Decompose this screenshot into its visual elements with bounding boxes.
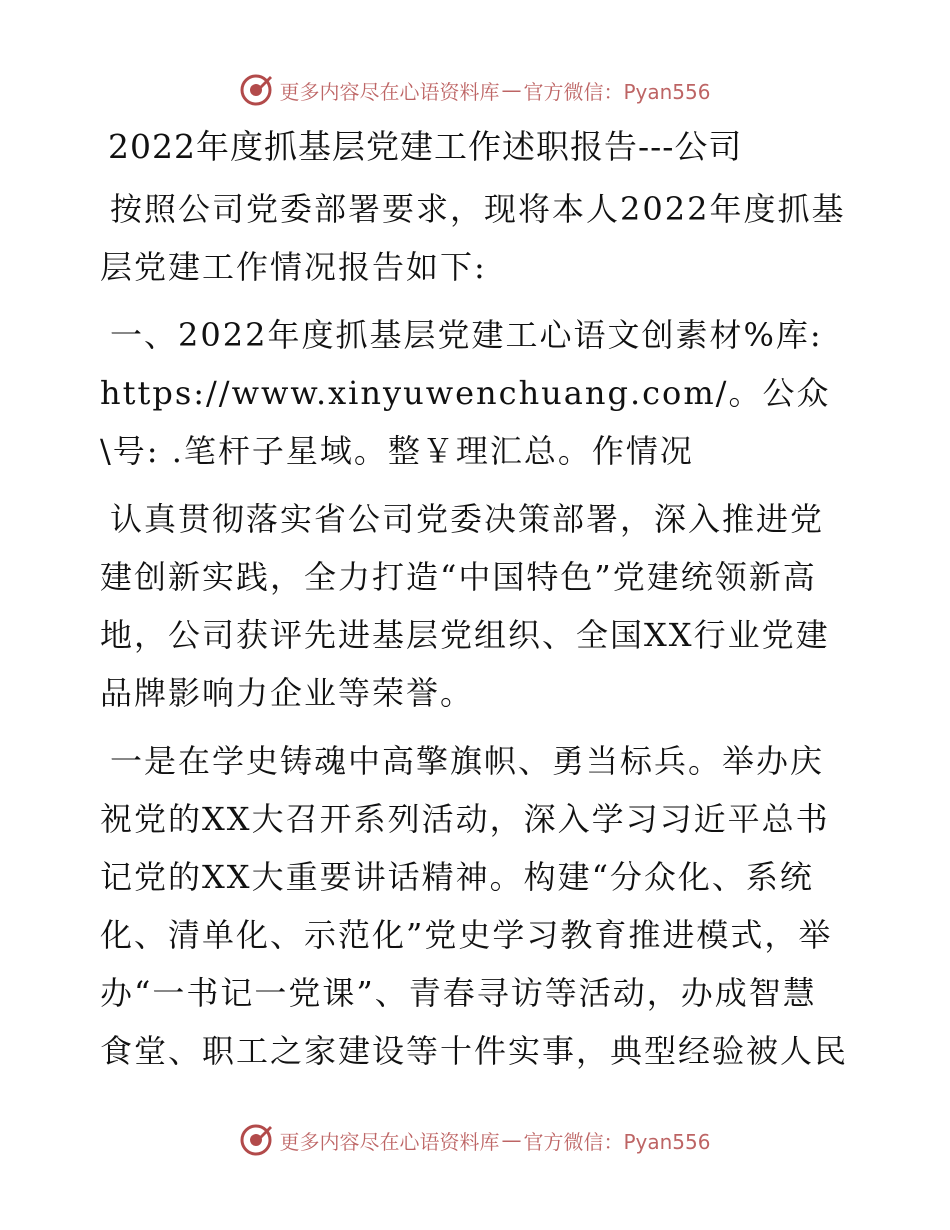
watermark-footer — [0, 1118, 950, 1162]
watermark-header — [0, 68, 950, 112]
document-title: 2022年度抓基层党建工作述职报告---公司 — [108, 127, 743, 166]
document-body — [100, 118, 850, 1090]
watermark-wechat-text: 官方微信：Pyan556 — [523, 79, 711, 104]
paragraph-point-one: 一是在学史铸魂中高擎旗帜、勇当标兵。举办庆祝党的XX大召开系列活动，深入学习习近平总书记党的XX大重要讲话精神。构建“分众化、系统化、清单化、示范化”党史学习教育推进模式，举办“一书记一党课”、青春寻访等活动，办成智慧食堂、职工之家建设等十件实事，典型经验被人民 — [100, 742, 849, 1070]
watermark-wechat-text: 官方微信：Pyan556 — [523, 1129, 711, 1154]
watermark-separator: — — [501, 1128, 522, 1152]
pen-logo-icon — [239, 1123, 273, 1157]
watermark-site-text: 更多内容尽在心语资料库 — [279, 79, 500, 104]
watermark-separator: — — [501, 78, 522, 102]
pen-logo-icon — [239, 73, 273, 107]
paragraph-summary: 认真贯彻落实省公司党委决策部署，深入推进党建创新实践，全力打造“中国特色”党建统领新高地，公司获评先进基层党组织、全国XX行业党建品牌影响力企业等荣誉。 — [100, 500, 830, 712]
watermark-site-text: 更多内容尽在心语资料库 — [279, 1129, 500, 1154]
paragraph-intro: 按照公司党委部署要求，现将本人2022年度抓基层党建工作情况报告如下: — [100, 190, 846, 286]
paragraph-section-one: 一、2022年度抓基层党建工心语文创素材%库: https://www.xinyuwenchuang.com/。公众\号: .笔杆子星域。整￥理汇总。作情况 — [100, 316, 831, 470]
